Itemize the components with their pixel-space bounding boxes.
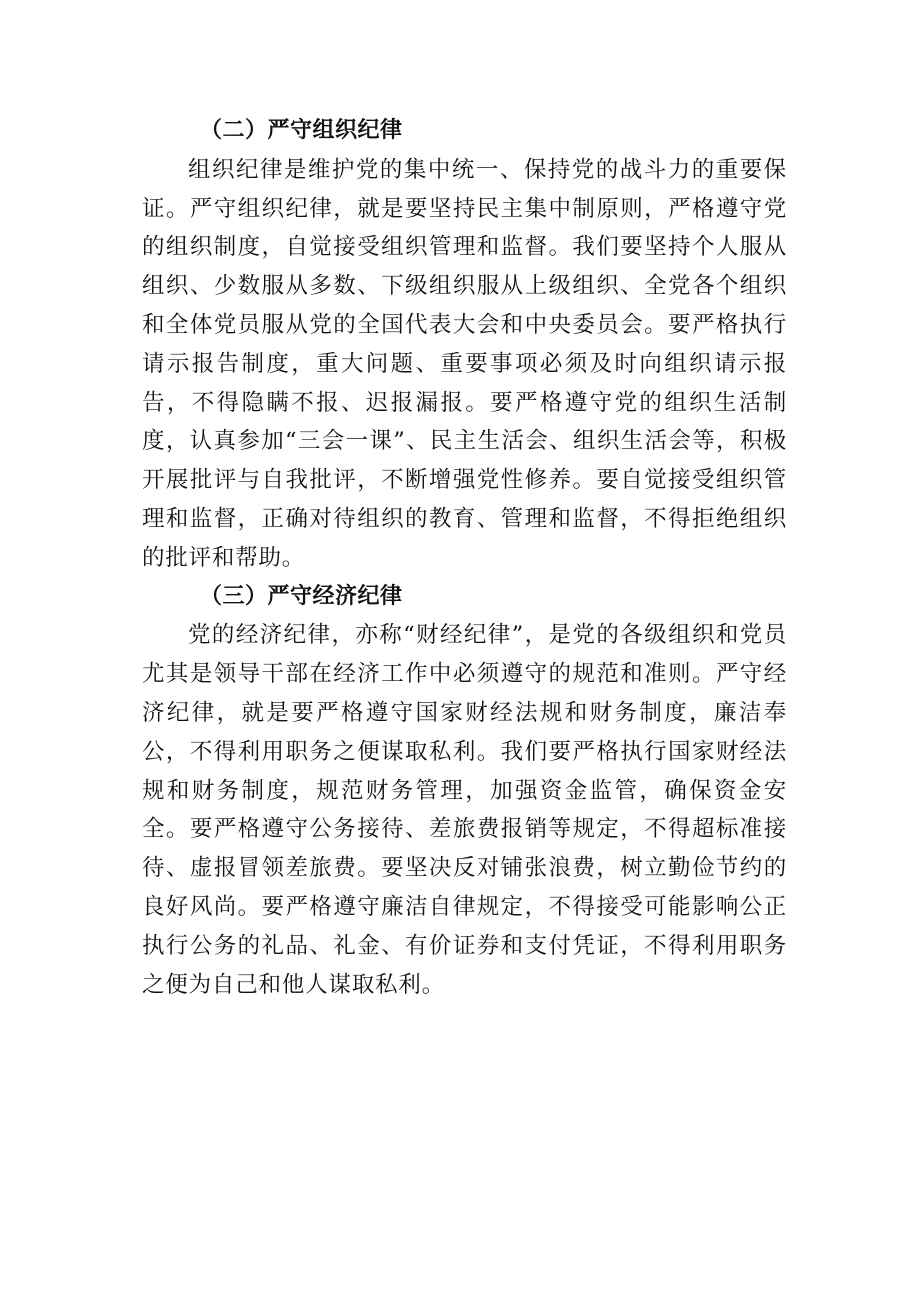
section-paragraph-organization-discipline: 组织纪律是维护党的集中统一、保持党的战斗力的重要保证。严守组织纪律，就是要坚持民主集中制原则，严格遵守党的组织制度，自觉接受组织管理和监督。我们要坚持个人服从组织、少数服从多数、下级组织服从上级组织、全党各个组织和全体党员服从党的全国代表大会和中央委员会。要严格执行请示报告制度，重大问题、重要事项必须及时向组织请示报告，不得隐瞒不报、迟报漏报。要严格遵守党的组织生活制度，认真参加“三会一课”、民主生活会、组织生活会等，积极开展批评与自我批评，不断增强党性修养。要自觉接受组织管理和监督，正确对待组织的教育、管理和监督，不得拒绝组织的批评和帮助。	[142, 156, 787, 571]
section-heading-economic-discipline: （三）严守经济纪律	[200, 583, 403, 609]
section-heading-organization-discipline: （二）严守组织纪律	[200, 118, 403, 143]
document-body	[142, 112, 787, 1004]
section-paragraph-economic-discipline: 党的经济纪律，亦称“财经纪律”，是党的各级组织和党员尤其是领导干部在经济工作中必须遵守的规范和准则。严守经济纪律，就是要严格遵守国家财经法规和财务制度，廉洁奉公，不得利用职务之便谋取私利。我们要严格执行国家财经法规和财务制度，规范财务管理，加强资金监管，确保资金安全。要严格遵守公务接待、差旅费报销等规定，不得超标准接待、虚报冒领差旅费。要坚决反对铺张浪费，树立勤俭节约的良好风尚。要严格遵守廉洁自律规定，不得接受可能影响公正执行公务的礼品、礼金、有价证券和支付凭证，不得利用职务之便为自己和他人谋取私利。	[142, 622, 787, 998]
